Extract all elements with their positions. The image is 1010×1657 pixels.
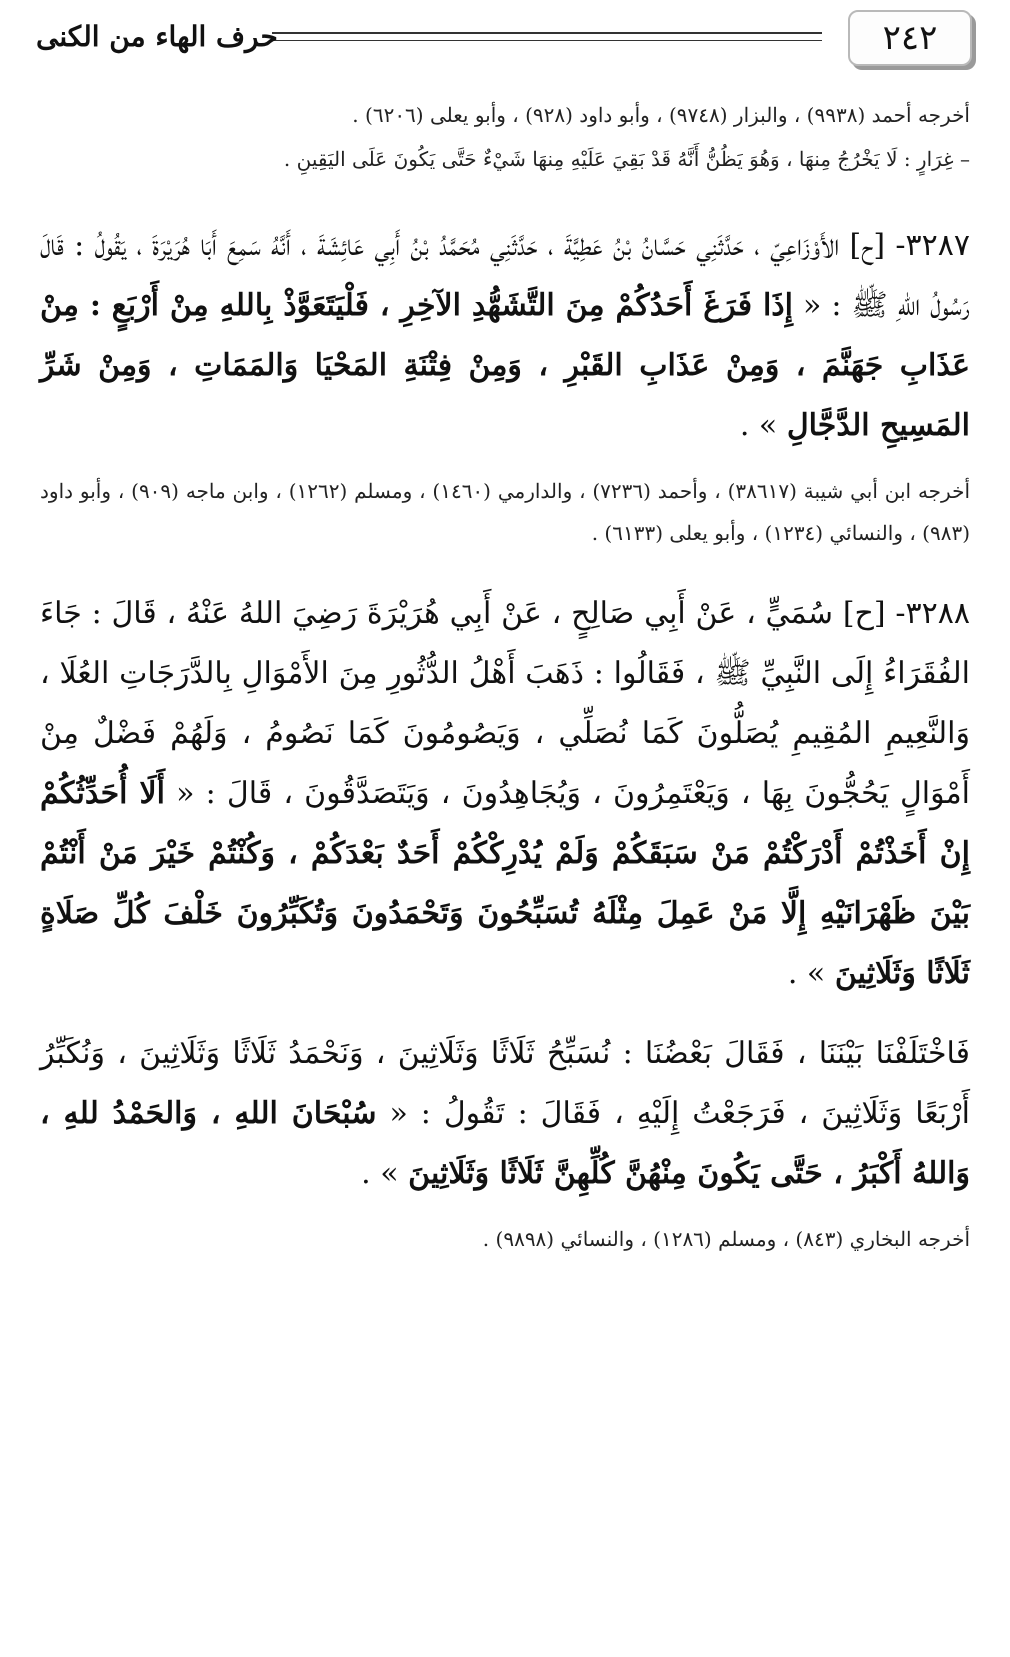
hadith-matn: أَلَا أُحَدِّثُكُمْ إِنْ أَخَذْتُمْ أَدْرَكْتُمْ مَنْ سَبَقَكُمْ وَلَمْ يُدْرِكْكُمْ أَحَدٌ بَعْدَكُمْ ، وَكُنْتُمْ خَيْرَ مَنْ أَنْتُمْ بَيْنَ ظَهْرَانَيْهِ إِلَّا مَنْ عَمِلَ مِثْلَهُ تُسَبِّحُونَ وَتَحْمَدُونَ وَتُكَبِّرُونَ خَلْفَ كُلِّ صَلَاةٍ ثَلَاثًا وَثَلَاثِينَ xyxy=(40,776,970,991)
page-header xyxy=(36,10,972,74)
hadith-3288 xyxy=(40,584,970,1004)
footnote-gloss: – غِرَارٍ : لَا يَخْرُجُ مِنهَا ، وَهُوَ يَظُنُّ أَنَّهُ قَدْ بَقِيَ عَلَيْهِ مِنهَا شَيْءٌ حَتَّى يَكُونَ عَلَى اليَقِينِ . xyxy=(283,147,970,171)
footnote-reference: أخرجه أحمد (٩٩٣٨) ، والبزار (٩٧٤٨) ، وأبو داود (٩٢٨) ، وأبو يعلى (٦٢٠٦) . xyxy=(352,103,970,127)
hadith-3288-refs: أخرجه البخاري (٨٤٣) ، ومسلم (١٢٨٦) ، والنسائي (٩٨٩٨) . xyxy=(482,1227,970,1251)
header-rule xyxy=(272,32,822,41)
hadith-matn: سُبْحَانَ اللهِ ، وَالحَمْدُ للهِ ، وَاللهُ أَكْبَرُ ، حَتَّى يَكُونَ مِنْهُنَّ كُلِّهِنَّ ثَلَاثًا وَثَلَاثِينَ xyxy=(40,1096,970,1191)
hadith-number: ٣٢٨٧- xyxy=(895,228,970,263)
page-number: ٢٤٢ xyxy=(848,10,972,66)
hadith-matn: إِذَا فَرَغَ أَحَدُكُمْ مِنَ التَّشَهُّدِ الآخِرِ ، فَلْيَتَعَوَّذْ بِاللهِ مِنْ أَرْبَعٍ : مِنْ عَذَابِ جَهَنَّمَ ، وَمِنْ عَذَابِ القَبْرِ ، وَمِنْ فِتْنَةِ المَحْيَا وَالمَمَاتِ ، وَمِنْ شَرِّ المَسِيحِ الدَّجَّالِ xyxy=(40,288,970,443)
page-content xyxy=(40,90,970,1260)
running-title: حرف الهاء من الكنى xyxy=(36,20,278,53)
hadith-narration: فَاخْتَلَفْنَا بَيْنَنَا ، فَقَالَ بَعْضُنَا : نُسَبِّحُ ثَلَاثًا وَثَلَاثِينَ ، وَنَحْمَدُ ثَلَاثًا وَثَلَاثِينَ ، وَنُكَبِّرُ أَرْبَعًا وَثَلَاثِينَ ، فَرَجَعْتُ إِلَيْهِ ، فَقَالَ : تَقُولُ : « xyxy=(40,1036,970,1131)
hadith-3287-refs: أخرجه ابن أبي شيبة (٣٨٦١٧) ، وأحمد (٧٢٣٦) ، والدارمي (١٤٦٠) ، ومسلم (١٢٦٢) ، وابن ماجه (٩٠٩) ، وأبو داود (٩٨٣) ، والنسائي (١٢٣٤) ، وأبو يعلى (٦١٣٣) . xyxy=(40,479,970,545)
hadith-isnad: [ح] سُمَيٍّ ، عَنْ أَبِي صَالِحٍ ، عَنْ أَبِي هُرَيْرَةَ رَضِيَ اللهُ عَنْهُ ، قَالَ : جَاءَ الفُقَرَاءُ إِلَى النَّبِيِّ ﷺ ، فَقَالُوا : ذَهَبَ أَهْلُ الدُّثُورِ مِنَ الأَمْوَالِ بِالدَّرَجَاتِ العُلَا ، وَالنَّعِيمِ المُقِيمِ يُصَلُّونَ كَمَا نُصَلِّي ، وَيَصُومُونَ كَمَا نَصُومُ ، وَلَهُمْ فَضْلٌ مِنْ أَمْوَالٍ يَحُجُّونَ بِهَا ، وَيَعْتَمِرُونَ ، وَيُجَاهِدُونَ ، وَيَتَصَدَّقُونَ ، قَالَ : « xyxy=(40,596,970,811)
hadith-isnad: [ح] الأَوْزَاعِيّ ، حَدَّثَنِي حَسَّانُ بْنُ عَطِيَّةَ ، حَدَّثَنِي مُحَمَّدُ بْنُ أَبِي عَائِشَةَ ، أَنَّهُ سَمِعَ أَبَا هُرَيْرَةَ ، يَقُولُ : قَالَ رَسُولُ اللهِ ﷺ : « xyxy=(40,228,970,323)
hadith-close: » . xyxy=(787,956,826,991)
hadith-close: » . xyxy=(361,1156,399,1191)
hadith-3287 xyxy=(40,216,970,456)
hadith-3288-continuation xyxy=(40,1024,970,1204)
hadith-number: ٣٢٨٨- xyxy=(895,596,970,631)
hadith-close: » . xyxy=(739,408,778,443)
